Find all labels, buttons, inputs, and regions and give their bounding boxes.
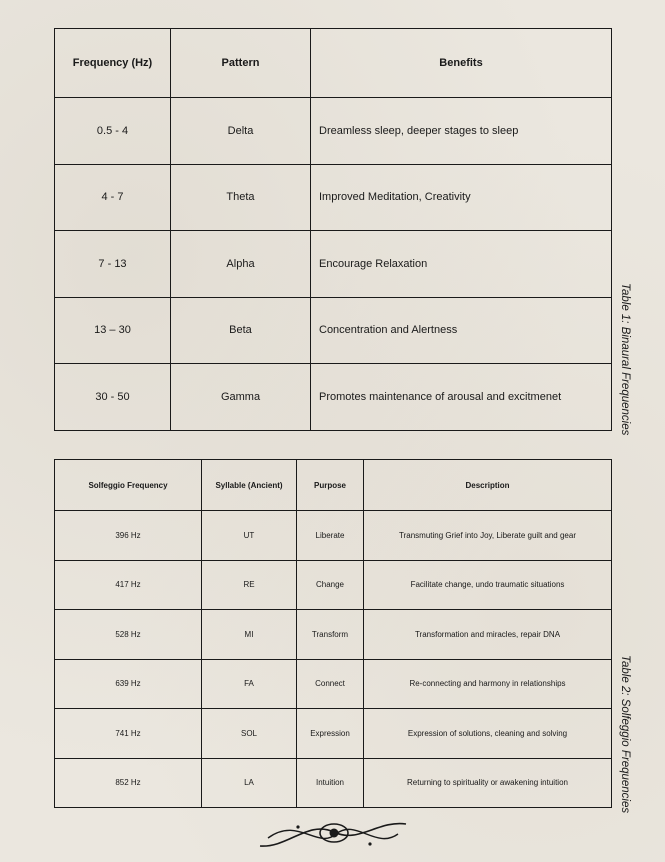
column-header: Pattern (171, 29, 311, 98)
benefits-cell: Concentration and Alertness (311, 297, 612, 364)
purpose-cell: Change (297, 560, 364, 610)
column-header: Purpose (297, 460, 364, 511)
frequency-cell: 528 Hz (55, 610, 202, 660)
description-cell: Expression of solutions, cleaning and solving (364, 709, 612, 759)
description-cell: Transmuting Grief into Joy, Liberate guilt and gear (364, 511, 612, 561)
pattern-cell: Delta (171, 98, 311, 165)
pattern-cell: Gamma (171, 364, 311, 431)
syllable-cell: RE (202, 560, 297, 610)
pattern-cell: Alpha (171, 231, 311, 298)
syllable-cell: MI (202, 610, 297, 660)
frequency-cell: 7 - 13 (55, 231, 171, 298)
table-row (55, 511, 612, 561)
table-row (55, 164, 612, 231)
frequency-cell: 639 Hz (55, 659, 202, 709)
table-row (55, 610, 612, 660)
benefits-cell: Encourage Relaxation (311, 231, 612, 298)
purpose-cell: Expression (297, 709, 364, 759)
description-cell: Returning to spirituality or awakening intuition (364, 758, 612, 808)
frequency-cell: 4 - 7 (55, 164, 171, 231)
table-row (55, 231, 612, 298)
description-cell: Facilitate change, undo traumatic situations (364, 560, 612, 610)
column-header: Frequency (Hz) (55, 29, 171, 98)
description-cell: Re-connecting and harmony in relationships (364, 659, 612, 709)
frequency-cell: 852 Hz (55, 758, 202, 808)
frequency-cell: 741 Hz (55, 709, 202, 759)
pattern-cell: Beta (171, 297, 311, 364)
purpose-cell: Transform (297, 610, 364, 660)
column-header: Syllable (Ancient) (202, 460, 297, 511)
frequency-cell: 30 - 50 (55, 364, 171, 431)
table-row (55, 98, 612, 165)
solfeggio-frequencies-table (54, 459, 612, 808)
frequency-cell: 417 Hz (55, 560, 202, 610)
purpose-cell: Intuition (297, 758, 364, 808)
table-row (55, 297, 612, 364)
frequency-cell: 396 Hz (55, 511, 202, 561)
frequency-cell: 13 – 30 (55, 297, 171, 364)
table-header-row (55, 460, 612, 511)
benefits-cell: Dreamless sleep, deeper stages to sleep (311, 98, 612, 165)
purpose-cell: Liberate (297, 511, 364, 561)
syllable-cell: LA (202, 758, 297, 808)
column-header: Solfeggio Frequency (55, 460, 202, 511)
table-row (55, 709, 612, 759)
eye-ornament-icon (258, 814, 408, 854)
binaural-frequencies-table (54, 28, 612, 431)
table1-caption: Table 1: Binaural Frequencies (619, 283, 631, 436)
column-header: Description (364, 460, 612, 511)
syllable-cell: SOL (202, 709, 297, 759)
syllable-cell: UT (202, 511, 297, 561)
pattern-cell: Theta (171, 164, 311, 231)
table-row (55, 560, 612, 610)
table-row (55, 364, 612, 431)
table-header-row (55, 29, 612, 98)
table-row (55, 758, 612, 808)
table-row (55, 659, 612, 709)
description-cell: Transformation and miracles, repair DNA (364, 610, 612, 660)
benefits-cell: Improved Meditation, Creativity (311, 164, 612, 231)
table2-caption: Table 2: Solfeggio Frequencies (619, 655, 631, 814)
column-header: Benefits (311, 29, 612, 98)
benefits-cell: Promotes maintenance of arousal and excitmenet (311, 364, 612, 431)
syllable-cell: FA (202, 659, 297, 709)
purpose-cell: Connect (297, 659, 364, 709)
frequency-cell: 0.5 - 4 (55, 98, 171, 165)
